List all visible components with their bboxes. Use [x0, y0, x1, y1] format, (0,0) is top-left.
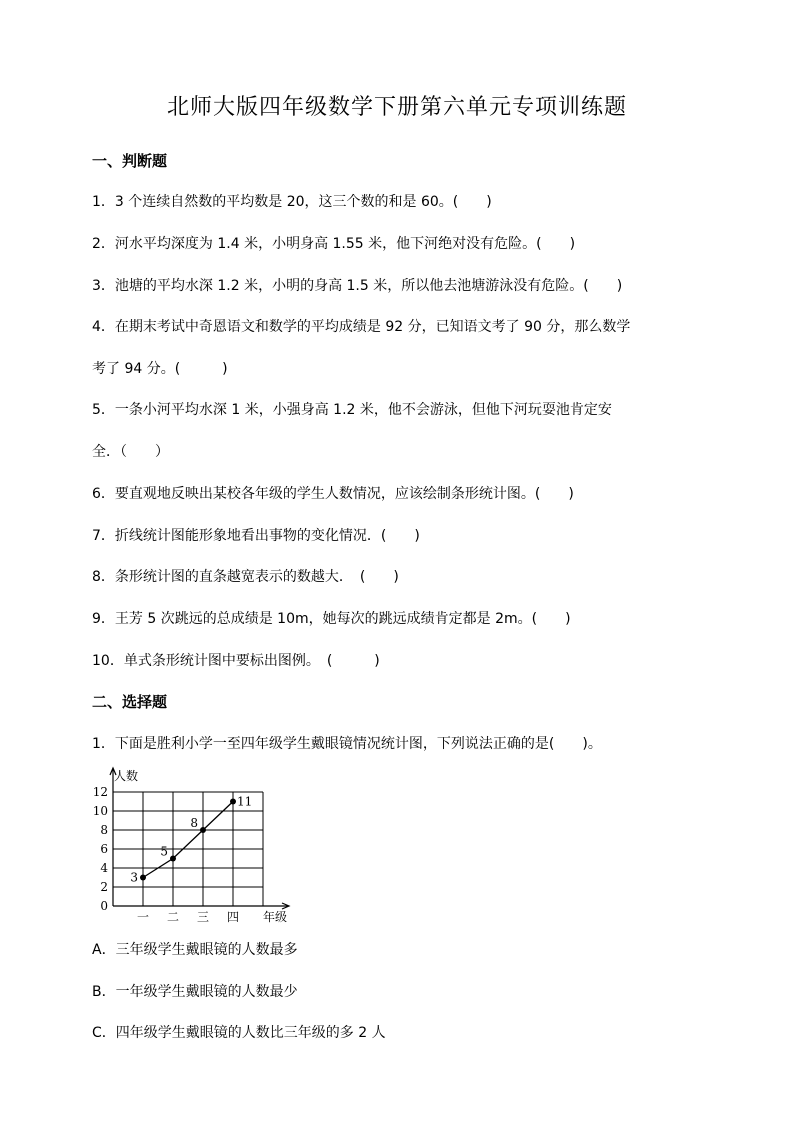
x-tick-label: 三 [196, 910, 210, 924]
section-heading-judgment: 一、判断题 [92, 152, 168, 170]
x-tick-label: 一 [136, 910, 150, 924]
data-point [230, 799, 236, 805]
chart-y-ticks [93, 785, 109, 913]
judgment-q6: 6．要直观地反映出某校各年级的学生人数情况，应该绘制条形统计图。( ) [92, 486, 574, 502]
judgment-q10: 10．单式条形统计图中要标出图例。 ( ) [92, 653, 380, 669]
judgment-q7: 7．折线统计图能形象地看出事物的变化情况．( ) [92, 528, 420, 544]
judgment-q5-a: 5．一条小河平均水深 1 米，小强身高 1.2 米，他不会游泳，但他下河玩耍池肯定安 [92, 402, 612, 418]
data-label: 3 [130, 870, 138, 885]
chart-series [130, 795, 252, 885]
choice-q1-option-a: A．三年级学生戴眼镜的人数最多 [92, 942, 298, 958]
glasses-line-chart [88, 764, 308, 929]
choice-q1: 1．下面是胜利小学一至四年级学生戴眼镜情况统计图，下列说法正确的是( )。 [92, 736, 602, 752]
data-label: 8 [190, 816, 198, 830]
x-tick-label: 二 [166, 910, 180, 924]
chart-x-ticks [137, 910, 239, 924]
judgment-q2: 2．河水平均深度为 1.4 米，小明身高 1.55 米，他下河绝对没有危险。( ) [92, 236, 576, 252]
chart-axes [110, 768, 289, 909]
y-tick-label: 0 [100, 899, 108, 913]
y-tick-label: 12 [92, 785, 108, 799]
data-point [170, 856, 176, 862]
series-line [143, 802, 233, 878]
judgment-q5-b: 全．（ ） [92, 444, 169, 460]
judgment-q4-b: 考了 94 分。( ) [92, 361, 228, 377]
judgment-q1: 1．3 个连续自然数的平均数是 20，这三个数的和是 60。( ) [92, 194, 492, 210]
judgment-q3: 3．池塘的平均水深 1.2 米，小明的身高 1.5 米，所以他去池塘游泳没有危险。( ) [92, 278, 623, 294]
choice-q1-option-b: B．一年级学生戴眼镜的人数最少 [92, 984, 298, 1000]
y-tick-label: 8 [100, 823, 108, 837]
y-tick-label: 10 [92, 804, 108, 818]
chart-x-axis-label: 年级 [263, 910, 288, 924]
judgment-q4-a: 4．在期末考试中奇恩语文和数学的平均成绩是 92 分，已知语文考了 90 分，那么数学 [92, 319, 631, 335]
page-title: 北师大版四年级数学下册第六单元专项训练题 [166, 95, 627, 120]
choice-q1-option-c: C．四年级学生戴眼镜的人数比三年级的多 2 人 [92, 1025, 386, 1041]
x-tick-label: 四 [226, 910, 240, 924]
y-tick-label: 4 [100, 861, 108, 875]
judgment-q9: 9．王芳 5 次跳远的总成绩是 10m，她每次的跳远成绩肯定都是 2m。( ) [92, 611, 571, 627]
judgment-q8: 8．条形统计图的直条越宽表示的数越大． ( ) [92, 569, 399, 585]
data-point [140, 875, 146, 881]
y-tick-label: 6 [100, 842, 108, 856]
data-label: 11 [237, 794, 253, 809]
data-point [200, 827, 206, 833]
section-heading-choice: 二、选择题 [92, 693, 168, 711]
chart-grid [113, 792, 263, 906]
data-label: 5 [160, 844, 168, 859]
y-tick-label: 2 [100, 880, 108, 894]
chart-y-axis-label: 人数 [114, 769, 139, 783]
